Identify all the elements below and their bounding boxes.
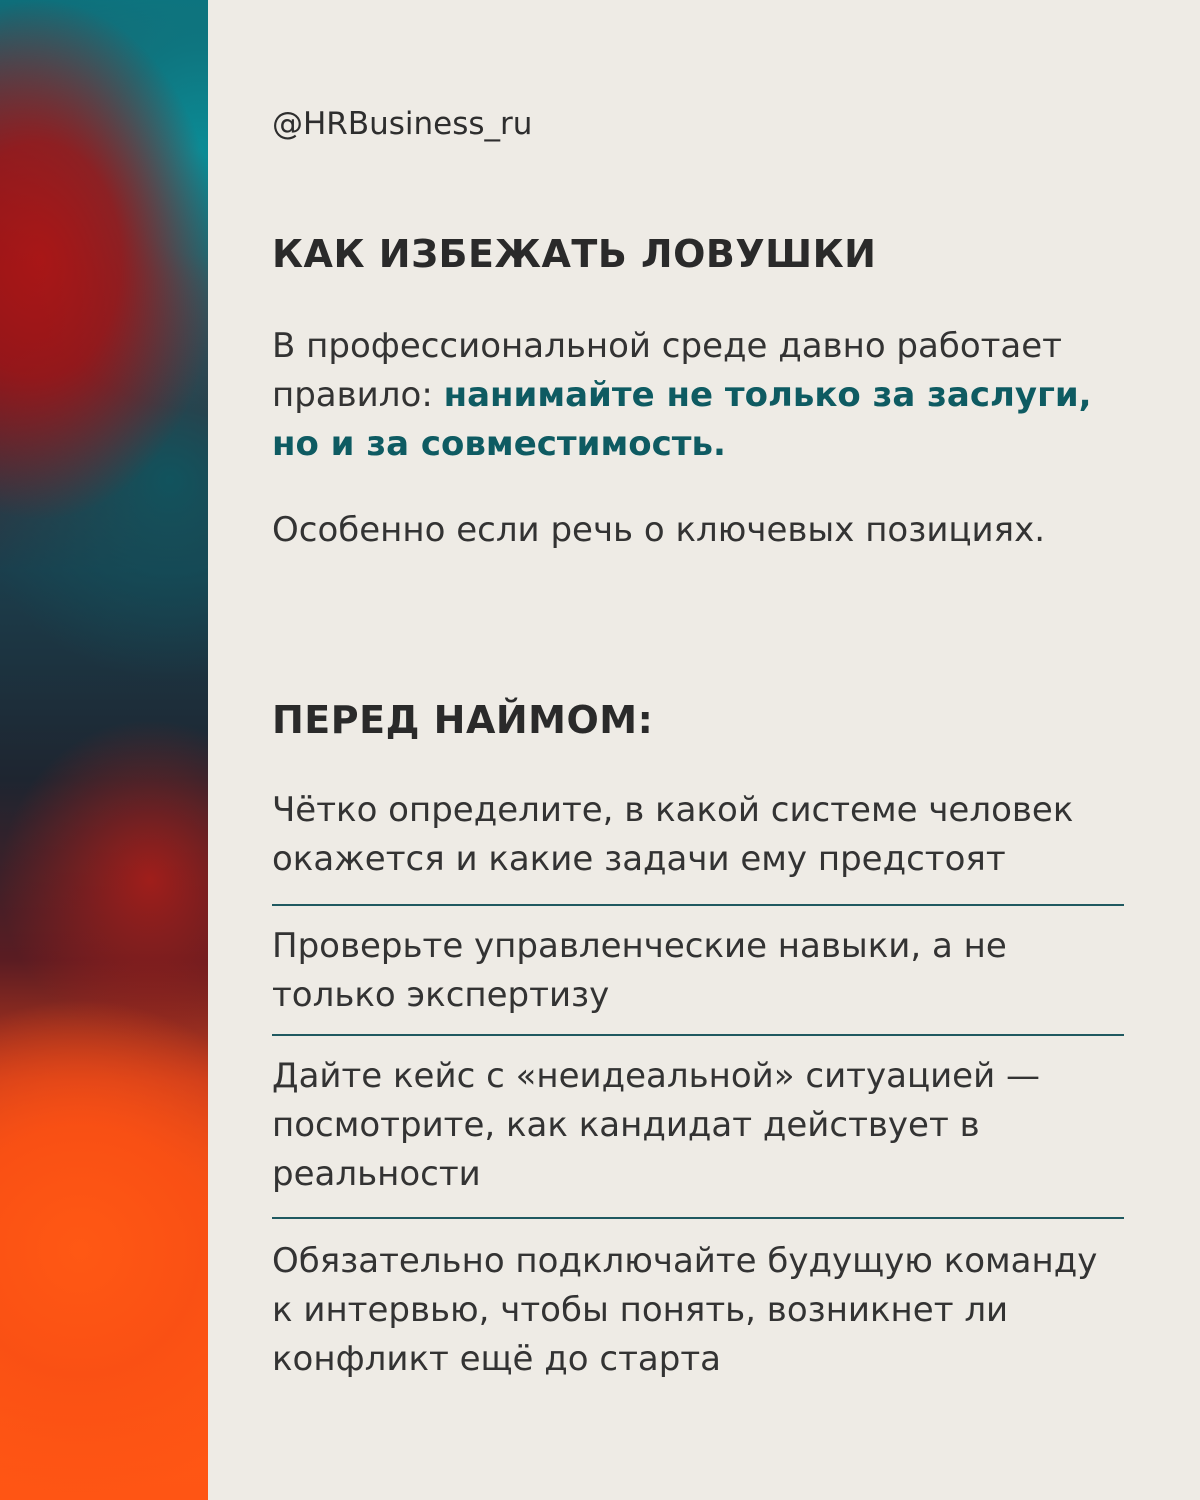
divider xyxy=(272,1034,1124,1036)
divider xyxy=(272,904,1124,906)
account-handle: @HRBusiness_ru xyxy=(272,106,533,142)
list-item: Проверьте управленческие навыки, а не только экспертизу xyxy=(272,926,1007,1015)
hiring-checklist xyxy=(272,786,1124,1384)
list-item: Обязательно подключайте будущую команду к интервью, чтобы понять, возникнет ли конфликт ещё до старта xyxy=(272,1241,1098,1379)
key-positions-note: Особенно если речь о ключевых позициях. xyxy=(272,510,1046,550)
intro-paragraph xyxy=(272,322,1132,469)
list-item: Дайте кейс с «неидеальной» ситуацией — посмотрите, как кандидат действует в реальности xyxy=(272,1056,1041,1194)
intro-text: В профессиональной среде давно работает правило: xyxy=(272,326,1062,415)
list-item: Чётко определите, в какой системе человек окажется и какие задачи ему предстоят xyxy=(272,790,1074,879)
divider xyxy=(272,1217,1124,1219)
intro-highlight: нанимайте не только за заслуги, но и за совместимость. xyxy=(272,375,1092,464)
section-title-trap: КАК ИЗБЕЖАТЬ ЛОВУШКИ xyxy=(272,232,877,276)
section-title-before-hiring: ПЕРЕД НАЙМОМ: xyxy=(272,698,654,742)
gradient-side-panel xyxy=(0,0,208,1500)
